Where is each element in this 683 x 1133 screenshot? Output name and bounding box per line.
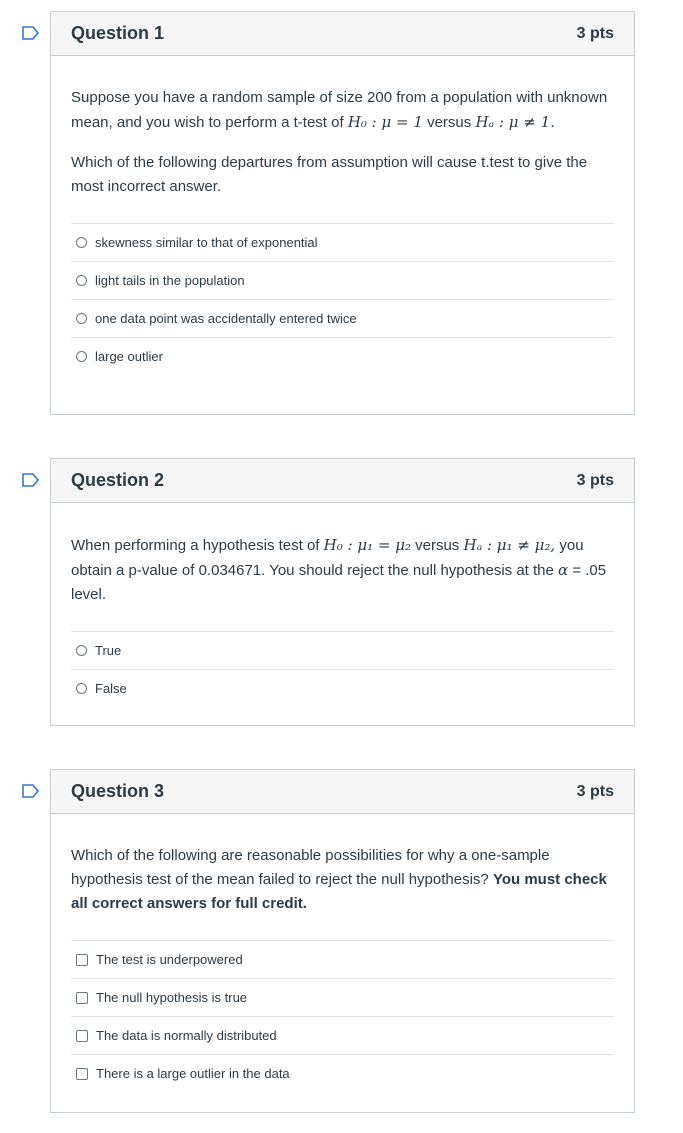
question-header [51, 459, 634, 503]
answer-label: light tails in the population [95, 273, 245, 288]
question-body [51, 503, 634, 727]
question-points: 3 pts [576, 471, 614, 489]
question-text-part: Suppose you have a random sample of size 200 from a population with unknown mean, and you wish to perform a t-test of [71, 89, 608, 131]
question-header [51, 12, 634, 56]
question-body [51, 56, 634, 395]
radio-button[interactable] [76, 313, 87, 324]
null-hypothesis: H₀ : μ₁ = μ₂ [323, 536, 411, 554]
answer-option[interactable] [71, 941, 614, 979]
question-text-part: Which of the following are reasonable possibilities for why a one-sample hypothesis test of the mean failed to reject the null hypothesis? [71, 847, 550, 888]
answer-label: The data is normally distributed [96, 1028, 277, 1043]
question-header [51, 770, 634, 814]
question-points: 3 pts [576, 24, 614, 42]
answer-label: skewness similar to that of exponential [95, 235, 318, 250]
answer-label: The null hypothesis is true [96, 990, 248, 1005]
alt-hypothesis: Hₐ : μ₁ ≠ μ₂, [463, 536, 556, 554]
answer-option[interactable] [71, 1055, 614, 1092]
answer-label: False [95, 681, 127, 696]
radio-button[interactable] [76, 275, 87, 286]
answer-option[interactable] [71, 979, 614, 1017]
instruction-bold: You must check all correct answers for full credit. [71, 871, 607, 912]
checkbox[interactable] [76, 1030, 88, 1042]
question-3 [50, 769, 635, 1113]
answer-option[interactable] [71, 632, 614, 670]
answer-list [71, 631, 614, 707]
flag-icon[interactable] [22, 473, 40, 487]
answer-option[interactable] [71, 262, 614, 300]
question-prompt: Which of the following departures from assumption will cause t.test to give the most incorrect answer. [71, 154, 588, 195]
answer-option[interactable] [71, 338, 614, 375]
question-title: Question 1 [71, 23, 165, 43]
answer-label: one data point was accidentally entered twice [95, 311, 357, 326]
answer-option[interactable] [71, 670, 614, 707]
radio-button[interactable] [76, 683, 87, 694]
question-title: Question 2 [71, 470, 165, 490]
checkbox[interactable] [76, 992, 88, 1004]
radio-button[interactable] [76, 351, 87, 362]
answer-label: The test is underpowered [96, 952, 243, 967]
question-text-part: When performing a hypothesis test of [71, 537, 320, 554]
checkbox[interactable] [76, 1068, 88, 1080]
checkbox[interactable] [76, 954, 88, 966]
question-2 [50, 458, 635, 726]
radio-button[interactable] [76, 645, 87, 656]
alt-hypothesis: Hₐ : μ ≠ 1. [475, 113, 555, 131]
question-text [71, 533, 614, 607]
answer-option[interactable] [71, 1017, 614, 1055]
answer-label: large outlier [95, 349, 163, 364]
question-points: 3 pts [576, 782, 614, 800]
question-1 [50, 11, 635, 415]
question-text [71, 86, 614, 199]
answer-list [71, 223, 614, 375]
answer-label: True [95, 643, 122, 658]
question-text-part: you obtain a p-value of 0.034671. You should reject the null hypothesis at the [71, 537, 584, 579]
answer-option[interactable] [71, 300, 614, 338]
flag-icon[interactable] [22, 784, 40, 798]
answer-list [71, 940, 614, 1092]
null-hypothesis: H₀ : μ = 1 [347, 113, 423, 131]
versus-text: versus [427, 114, 472, 131]
alpha-symbol: α [558, 561, 569, 579]
answer-label: There is a large outlier in the data [96, 1066, 290, 1081]
answer-option[interactable] [71, 224, 614, 262]
question-text [71, 844, 614, 916]
versus-text: versus [415, 537, 460, 554]
question-body [51, 814, 634, 1112]
radio-button[interactable] [76, 237, 87, 248]
question-text-part: = .05 level. [71, 562, 607, 603]
flag-icon[interactable] [22, 26, 40, 40]
question-title: Question 3 [71, 781, 165, 801]
